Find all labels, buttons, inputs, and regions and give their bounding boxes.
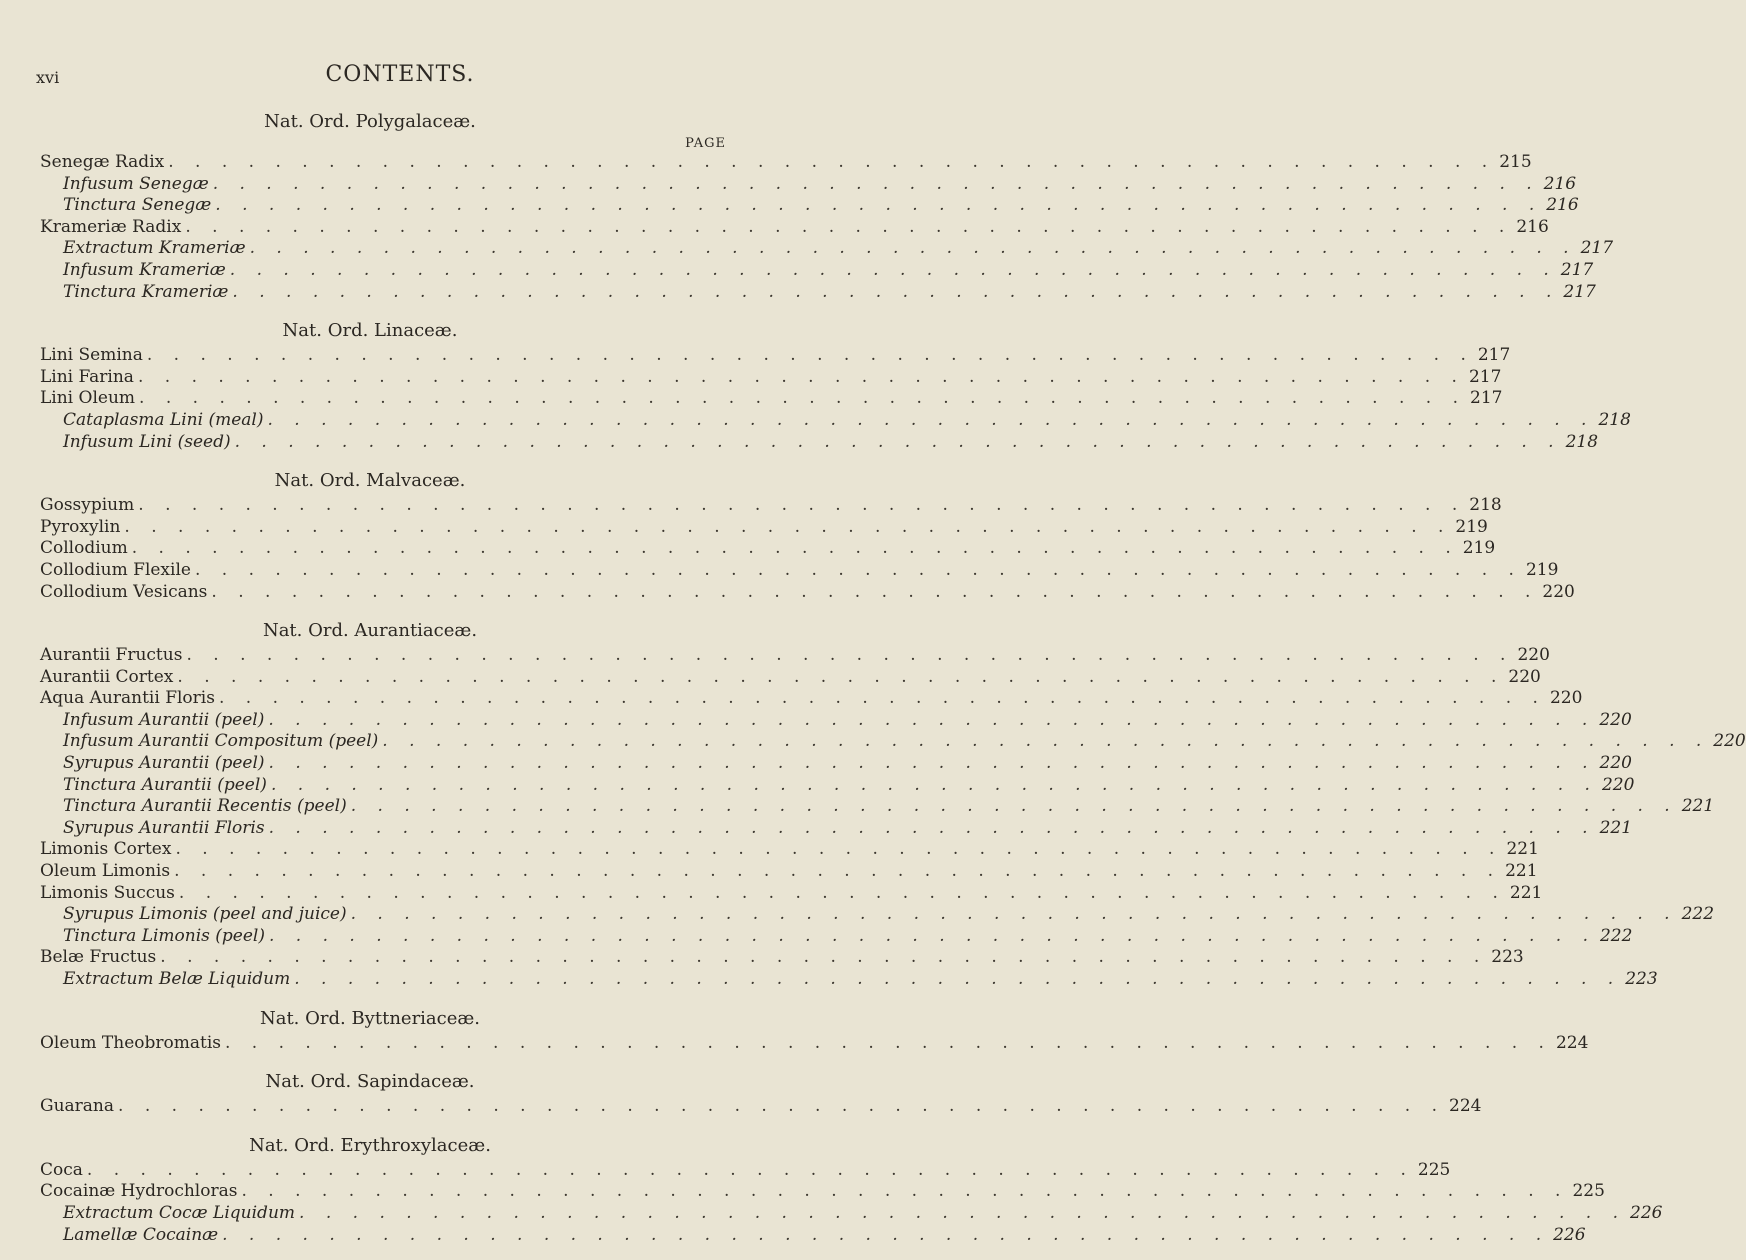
- toc-entry: [40, 538, 1496, 560]
- entry-page-number: 216: [1546, 195, 1579, 216]
- section-title: Nat. Ord. Aurantiaceæ.: [262, 620, 478, 642]
- toc-entry: [40, 1224, 1586, 1247]
- dot-leader: . . . . . . . . . . . . . . . . . . . . . . . . . . . . . . . . . . . . . . . . . . . . . . . . . .: [267, 409, 1595, 430]
- dot-leader: . . . . . . . . . . . . . . . . . . . . . . . . . . . . . . . . . . . . . . . . . . . . . . . . . .: [294, 969, 1622, 989]
- entry-label: Oleum Limonis: [40, 861, 171, 882]
- dot-leader: . . . . . . . . . . . . . . . . . . . . . . . . . . . . . . . . . . . . . . . . . . . . . . . . . .: [178, 882, 1506, 903]
- toc-entry: [40, 882, 1543, 905]
- entry-label: Tinctura Aurantii Recentis (peel): [63, 796, 347, 817]
- toc-entry: [40, 388, 1503, 410]
- section-title: Nat. Ord. Polygalaceæ.: [264, 111, 476, 132]
- entry-page-number: 222: [1681, 904, 1715, 925]
- toc-entry: [40, 947, 1524, 969]
- dot-leader: . . . . . . . . . . . . . . . . . . . . . . . . . . . . . . . . . . . . . . . . . . . . . . . . . .: [350, 904, 1678, 925]
- dot-leader: . . . . . . . . . . . . . . . . . . . . . . . . . . . . . . . . . . . . . . . . . . . . . . . . . .: [211, 581, 1539, 602]
- toc-entry: [40, 861, 1538, 883]
- section-spacer: [40, 453, 730, 467]
- entry-page-number: 223: [1491, 947, 1524, 968]
- entry-label: Tinctura Aurantii (peel): [63, 774, 267, 795]
- dot-leader: . . . . . . . . . . . . . . . . . . . . . . . . . . . . . . . . . . . . . . . . . . . . . . . . . .: [350, 796, 1678, 817]
- entry-label: Cataplasma Lini (meal): [63, 409, 264, 430]
- dot-leader: . . . . . . . . . . . . . . . . . . . . . . . . . . . . . . . . . . . . . . . . . . . . . . . . . .: [146, 345, 1474, 366]
- dot-leader: . . . . . . . . . . . . . . . . . . . . . . . . . . . . . . . . . . . . . . . . . . . . . . . . . .: [270, 774, 1598, 795]
- toc-entry: [40, 731, 1746, 753]
- toc-entry: [40, 495, 1502, 517]
- entry-label: Krameriæ Radix: [40, 216, 182, 237]
- toc-entry: [40, 688, 1583, 710]
- running-header: [0, 40, 800, 87]
- entry-page-number: 221: [1506, 839, 1539, 860]
- toc-entry: [40, 152, 1532, 174]
- dot-leader: . . . . . . . . . . . . . . . . . . . . . . . . . . . . . . . . . . . . . . . . . . . . . . . . . .: [194, 559, 1522, 580]
- entry-page-number: 220: [1713, 731, 1746, 752]
- entry-page-number: 226: [1630, 1202, 1663, 1223]
- order-section: [40, 1068, 1482, 1132]
- running-title: CONTENTS.: [325, 62, 475, 87]
- dot-leader: . . . . . . . . . . . . . . . . . . . . . . . . . . . . . . . . . . . . . . . . . . . . . . . . . .: [249, 238, 1577, 259]
- dot-leader: . . . . . . . . . . . . . . . . . . . . . . . . . . . . . . . . . . . . . . . . . . . . . . . . . .: [215, 195, 1543, 216]
- dot-leader: . . . . . . . . . . . . . . . . . . . . . . . . . . . . . . . . . . . . . . . . . . . . . . . . . .: [241, 1181, 1569, 1202]
- entry-page-number: 219: [1455, 516, 1488, 537]
- toc-entry: [40, 753, 1632, 775]
- dot-leader: . . . . . . . . . . . . . . . . . . . . . . . . . . . . . . . . . . . . . . . . . . . . . . . . . .: [185, 216, 1513, 237]
- entry-label: Guarana: [40, 1096, 115, 1117]
- entry-page-number: 220: [1549, 688, 1583, 709]
- entry-page-number: 226: [1553, 1224, 1586, 1245]
- entry-page-number: 216: [1543, 173, 1577, 194]
- order-section: [40, 317, 1631, 467]
- entry-page-number: 220: [1508, 666, 1541, 687]
- order-section: [40, 467, 1575, 617]
- entry-label: Collodium: [40, 538, 128, 559]
- toc-entry: [40, 817, 1633, 840]
- toc-entry: [40, 195, 1579, 217]
- dot-leader: . . . . . . . . . . . . . . . . . . . . . . . . . . . . . . . . . . . . . . . . . . . . . . . . . .: [186, 645, 1514, 666]
- toc-entry: [40, 581, 1575, 604]
- toc-entry: [40, 666, 1541, 689]
- entry-label: Senegæ Radix: [40, 152, 165, 172]
- entry-page-number: 217: [1563, 281, 1596, 302]
- entry-page-number: 221: [1509, 882, 1543, 903]
- entry-page-number: 217: [1560, 259, 1594, 280]
- entry-label: Cocainæ Hydrochloras: [40, 1181, 238, 1202]
- entry-page-number: 217: [1470, 388, 1503, 409]
- dot-leader: . . . . . . . . . . . . . . . . . . . . . . . . . . . . . . . . . . . . . . . . . . . . . . . . . .: [86, 1159, 1414, 1180]
- entry-label: Coca: [40, 1159, 83, 1180]
- toc-entry: [40, 1202, 1663, 1225]
- section-spacer: [40, 603, 730, 617]
- entry-label: Lini Farina: [40, 366, 134, 387]
- entry-page-number: 217: [1477, 345, 1511, 366]
- entry-page-number: 220: [1599, 709, 1632, 730]
- entry-page-number: 221: [1681, 796, 1715, 817]
- order-section: [40, 617, 1746, 1005]
- dot-leader: . . . . . . . . . . . . . . . . . . . . . . . . . . . . . . . . . . . . . . . . . . . . . . . . . .: [212, 173, 1540, 194]
- entry-label: Limonis Succus: [40, 882, 175, 903]
- entry-page-number: 220: [1517, 645, 1550, 666]
- dot-leader: . . . . . . . . . . . . . . . . . . . . . . . . . . . . . . . . . . . . . . . . . . . . . . . . . .: [168, 152, 1496, 172]
- section-title: Nat. Ord. Sapindaceæ.: [265, 1071, 475, 1093]
- toc-entry: [40, 216, 1549, 239]
- toc-entry: [40, 1096, 1482, 1118]
- order-section: [40, 1132, 1663, 1260]
- dot-leader: . . . . . . . . . . . . . . . . . . . . . . . . . . . . . . . . . . . . . . . . . . . . . . . . . .: [124, 516, 1452, 537]
- dot-leader: . . . . . . . . . . . . . . . . . . . . . . . . . . . . . . . . . . . . . . . . . . . . . . . . . .: [382, 731, 1710, 752]
- toc-entry: [40, 709, 1632, 732]
- entry-label: Belæ Fructus: [40, 947, 157, 968]
- section-spacer: [40, 1054, 730, 1068]
- section-spacer: [40, 1118, 730, 1132]
- entry-label: Extractum Belæ Liquidum: [63, 969, 291, 989]
- entry-label: Infusum Senegæ: [63, 173, 209, 194]
- entry-label: Tinctura Limonis (peel): [63, 925, 265, 946]
- entry-label: Extractum Krameriæ: [63, 238, 246, 259]
- order-section: [40, 108, 1614, 317]
- toc-entry: [40, 1181, 1605, 1203]
- section-title: Nat. Ord. Linaceæ.: [282, 320, 458, 342]
- entry-page-number: 224: [1555, 1032, 1589, 1053]
- section-spacer: [40, 303, 730, 317]
- dot-leader: . . . . . . . . . . . . . . . . . . . . . . . . . . . . . . . . . . . . . . . . . . . . . . . . . .: [137, 366, 1465, 387]
- toc-entry: [40, 925, 1633, 948]
- entry-label: Pyroxylin: [40, 516, 121, 537]
- entry-page-number: 215: [1499, 152, 1532, 172]
- toc-entry: [40, 345, 1511, 367]
- entry-label: Gossypium: [40, 495, 135, 516]
- dot-leader: . . . . . . . . . . . . . . . . . . . . . . . . . . . . . . . . . . . . . . . . . . . . . . . . . .: [268, 753, 1596, 774]
- dot-leader: . . . . . . . . . . . . . . . . . . . . . . . . . . . . . . . . . . . . . . . . . . . . . . . . . .: [218, 688, 1546, 709]
- toc-entry: [40, 366, 1502, 389]
- entry-label: Aurantii Cortex: [40, 666, 174, 687]
- toc-entry: [40, 281, 1596, 304]
- dot-leader: . . . . . . . . . . . . . . . . . . . . . . . . . . . . . . . . . . . . . . . . . . . . . . . . . .: [268, 817, 1596, 838]
- entry-label: Lamellæ Cocainæ: [63, 1224, 219, 1245]
- entry-page-number: 223: [1625, 969, 1658, 989]
- entry-page-number: 217: [1468, 366, 1502, 387]
- entry-label: Oleum Theobromatis: [40, 1032, 221, 1053]
- entry-label: Collodium Vesicans: [40, 581, 208, 602]
- entry-label: Lini Oleum: [40, 388, 136, 409]
- entry-page-number: 219: [1525, 559, 1559, 580]
- dot-leader: . . . . . . . . . . . . . . . . . . . . . . . . . . . . . . . . . . . . . . . . . . . . . . . . . .: [138, 495, 1466, 516]
- entry-label: Collodium Flexile: [40, 559, 191, 580]
- entry-page-number: 219: [1462, 538, 1496, 559]
- entry-label: Syrupus Limonis (peel and juice): [63, 904, 347, 925]
- entry-page-number: 221: [1599, 817, 1633, 838]
- toc-entry: [40, 774, 1635, 797]
- toc-entry: [40, 904, 1715, 926]
- entry-label: Lini Semina: [40, 345, 143, 366]
- dot-leader: . . . . . . . . . . . . . . . . . . . . . . . . . . . . . . . . . . . . . . . . . . . . . . . . . .: [299, 1202, 1626, 1223]
- dot-leader: . . . . . . . . . . . . . . . . . . . . . . . . . . . . . . . . . . . . . . . . . . . . . . . . . .: [175, 839, 1503, 860]
- toc-entry: [40, 1032, 1589, 1055]
- entry-page-number: 224: [1449, 1096, 1482, 1117]
- toc-entry: [40, 645, 1550, 667]
- entry-page-number: 225: [1572, 1181, 1605, 1202]
- entry-page-number: 218: [1565, 431, 1599, 452]
- toc-entry: [40, 796, 1715, 818]
- entry-page-number: 217: [1580, 238, 1614, 259]
- entry-label: Infusum Krameriæ: [63, 259, 226, 280]
- section-title: Nat. Ord. Malvaceæ.: [274, 470, 466, 492]
- section-spacer: [40, 991, 730, 1005]
- page-number: xvi: [36, 68, 60, 87]
- section-spacer: [40, 1246, 730, 1260]
- order-section: [40, 1005, 1589, 1069]
- toc-entry: [40, 1159, 1451, 1182]
- entry-page-number: 218: [1598, 409, 1631, 430]
- dot-leader: . . . . . . . . . . . . . . . . . . . . . . . . . . . . . . . . . . . . . . . . . . . . . . . . . .: [177, 666, 1505, 687]
- page-column-heading: PAGE: [685, 136, 726, 151]
- section-title: Nat. Ord. Erythroxylaceæ.: [249, 1134, 491, 1156]
- dot-leader: . . . . . . . . . . . . . . . . . . . . . . . . . . . . . . . . . . . . . . . . . . . . . . . . . .: [131, 538, 1459, 559]
- dot-leader: . . . . . . . . . . . . . . . . . . . . . . . . . . . . . . . . . . . . . . . . . . . . . . . . . .: [160, 947, 1488, 968]
- entry-page-number: 218: [1469, 495, 1502, 516]
- entry-label: Syrupus Aurantii (peel): [63, 753, 265, 774]
- toc-entry: [40, 409, 1631, 432]
- entry-label: Infusum Aurantii (peel): [63, 709, 265, 730]
- entry-label: Limonis Cortex: [40, 839, 172, 860]
- entry-label: Tinctura Senegæ: [63, 195, 212, 216]
- entry-page-number: 216: [1516, 216, 1549, 237]
- toc-entry: [40, 516, 1488, 539]
- dot-leader: . . . . . . . . . . . . . . . . . . . . . . . . . . . . . . . . . . . . . . . . . . . . . . . . . .: [229, 259, 1557, 280]
- dot-leader: . . . . . . . . . . . . . . . . . . . . . . . . . . . . . . . . . . . . . . . . . . . . . . . . . .: [174, 861, 1502, 882]
- entry-label: Infusum Lini (seed): [63, 431, 231, 452]
- toc-entry: [40, 559, 1559, 582]
- entry-label: Aqua Aurantii Floris: [40, 688, 215, 709]
- toc-entry: [40, 969, 1658, 991]
- entry-page-number: 222: [1599, 925, 1633, 946]
- toc-entry: [40, 431, 1599, 454]
- toc-entry: [40, 173, 1577, 196]
- dot-leader: . . . . . . . . . . . . . . . . . . . . . . . . . . . . . . . . . . . . . . . . . . . . . . . . . .: [232, 281, 1560, 302]
- contents-list: [40, 108, 1746, 1260]
- dot-leader: . . . . . . . . . . . . . . . . . . . . . . . . . . . . . . . . . . . . . . . . . . . . . . . . . .: [269, 925, 1596, 946]
- dot-leader: . . . . . . . . . . . . . . . . . . . . . . . . . . . . . . . . . . . . . . . . . . . . . . . . . .: [222, 1224, 1550, 1245]
- dot-leader: . . . . . . . . . . . . . . . . . . . . . . . . . . . . . . . . . . . . . . . . . . . . . . . . . .: [268, 709, 1596, 730]
- entry-page-number: 220: [1601, 774, 1635, 795]
- section-title: Nat. Ord. Byttneriaceæ.: [259, 1007, 481, 1029]
- entry-label: Extractum Cocæ Liquidum: [63, 1202, 296, 1223]
- dot-leader: . . . . . . . . . . . . . . . . . . . . . . . . . . . . . . . . . . . . . . . . . . . . . . . . . .: [224, 1032, 1552, 1053]
- entry-label: Syrupus Aurantii Floris: [63, 817, 265, 838]
- entry-label: Infusum Aurantii Compositum (peel): [63, 731, 379, 752]
- entry-page-number: 220: [1599, 753, 1632, 774]
- toc-entry: [40, 238, 1614, 260]
- entry-page-number: 225: [1417, 1159, 1451, 1180]
- entry-page-number: 221: [1505, 861, 1538, 882]
- entry-page-number: 220: [1542, 581, 1575, 602]
- toc-entry: [40, 839, 1539, 861]
- toc-entry: [40, 259, 1594, 282]
- entry-label: Tinctura Krameriæ: [63, 281, 229, 302]
- dot-leader: . . . . . . . . . . . . . . . . . . . . . . . . . . . . . . . . . . . . . . . . . . . . . . . . . .: [234, 431, 1562, 452]
- dot-leader: . . . . . . . . . . . . . . . . . . . . . . . . . . . . . . . . . . . . . . . . . . . . . . . . . .: [118, 1096, 1445, 1117]
- dot-leader: . . . . . . . . . . . . . . . . . . . . . . . . . . . . . . . . . . . . . . . . . . . . . . . . . .: [139, 388, 1467, 409]
- entry-label: Aurantii Fructus: [40, 645, 183, 666]
